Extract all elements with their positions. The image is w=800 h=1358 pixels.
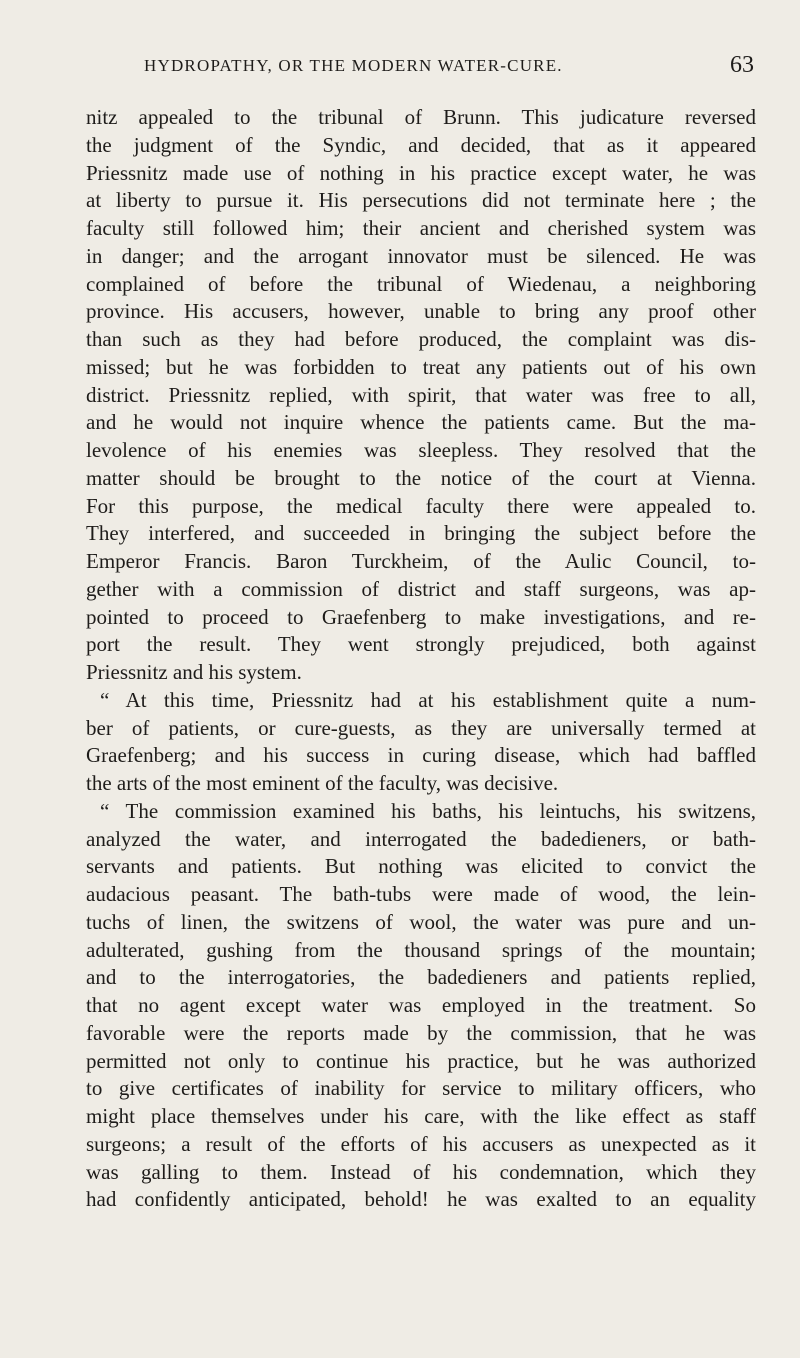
text-line: port the result. They went strongly prejudiced, both against xyxy=(86,632,756,657)
text-line: surgeons; a result of the efforts of his accusers as unexpected as it xyxy=(86,1131,756,1156)
text-line: tuchs of linen, the switzens of wool, the water was pure and un- xyxy=(86,909,756,934)
text-line: pointed to proceed to Graefenberg to make investigations, and re- xyxy=(86,604,756,629)
text-line: matter should be brought to the notice of the court at Vienna. xyxy=(86,465,756,490)
text-line: in danger; and the arrogant innovator must be silenced. He was xyxy=(86,243,756,268)
text-line: missed; but he was forbidden to treat any patients out of his own xyxy=(86,354,756,379)
text-line: audacious peasant. The bath-tubs were made of wood, the lein- xyxy=(86,882,756,906)
text-line: ber of patients, or cure-guests, as they are universally termed at xyxy=(86,715,756,740)
body-text xyxy=(86,104,756,1214)
text-line: at liberty to pursue it. His persecutions did not terminate here ; the xyxy=(86,188,756,213)
text-line: nitz appealed to the tribunal of Brunn. This judicature reversed xyxy=(86,105,756,129)
text-line: faculty still followed him; their ancient and cherished system was xyxy=(86,216,756,240)
text-line: “ The commission examined his baths, his leintuchs, his switzens, xyxy=(100,798,756,823)
text-line: the judgment of the Syndic, and decided, that as it appeared xyxy=(86,132,756,157)
text-line: was galling to them. Instead of his condemnation, which they xyxy=(86,1159,756,1184)
text-line: servants and patients. But nothing was elicited to convict the xyxy=(86,854,756,879)
text-line: to give certificates of inability for service to military officers, who xyxy=(86,1076,756,1101)
text-line: permitted not only to continue his practice, but he was authorized xyxy=(86,1048,756,1073)
text-line: Graefenberg; and his success in curing disease, which had baffled xyxy=(86,743,756,768)
running-head-title: HYDROPATHY, OR THE MODERN WATER-CURE. xyxy=(144,56,563,75)
text-line: that no agent except water was employed in the treatment. So xyxy=(86,993,756,1017)
text-line: complained of before the tribunal of Wiedenau, a neighboring xyxy=(86,271,756,296)
text-line: and to the interrogatories, the badedieners and patients replied, xyxy=(86,965,756,990)
text-line: They interfered, and succeeded in bringing the subject before the xyxy=(86,521,756,546)
text-line: and he would not inquire whence the patients came. But the ma- xyxy=(86,410,756,435)
text-line: had confidently anticipated, behold! he was exalted to an equality xyxy=(86,1187,756,1212)
text-line: levolence of his enemies was sleepless. They resolved that the xyxy=(86,438,756,462)
text-line: the arts of the most eminent of the faculty, was decisive. xyxy=(86,771,559,795)
page-number: 63 xyxy=(730,52,754,78)
running-head xyxy=(88,52,754,86)
text-line: adulterated, gushing from the thousand springs of the mountain; xyxy=(86,937,756,962)
text-line: than such as they had before produced, the complaint was dis- xyxy=(86,327,756,351)
text-line: For this purpose, the medical faculty there were appealed to. xyxy=(86,493,756,518)
text-line: Priessnitz made use of nothing in his practice except water, he was xyxy=(86,160,756,185)
text-line: Priessnitz and his system. xyxy=(86,660,302,684)
text-line: might place themselves under his care, with the like effect as staff xyxy=(86,1104,756,1128)
text-line: province. His accusers, however, unable to bring any proof other xyxy=(86,299,756,324)
text-line: “ At this time, Priessnitz had at his establishment quite a num- xyxy=(100,687,756,712)
text-line: district. Priessnitz replied, with spirit, that water was free to all, xyxy=(86,382,756,407)
text-line: analyzed the water, and interrogated the badedieners, or bath- xyxy=(86,826,756,851)
text-line: Emperor Francis. Baron Turckheim, of the Aulic Council, to- xyxy=(86,549,756,573)
text-line: gether with a commission of district and staff surgeons, was ap- xyxy=(86,576,756,601)
text-line: favorable were the reports made by the commission, that he was xyxy=(86,1020,756,1045)
